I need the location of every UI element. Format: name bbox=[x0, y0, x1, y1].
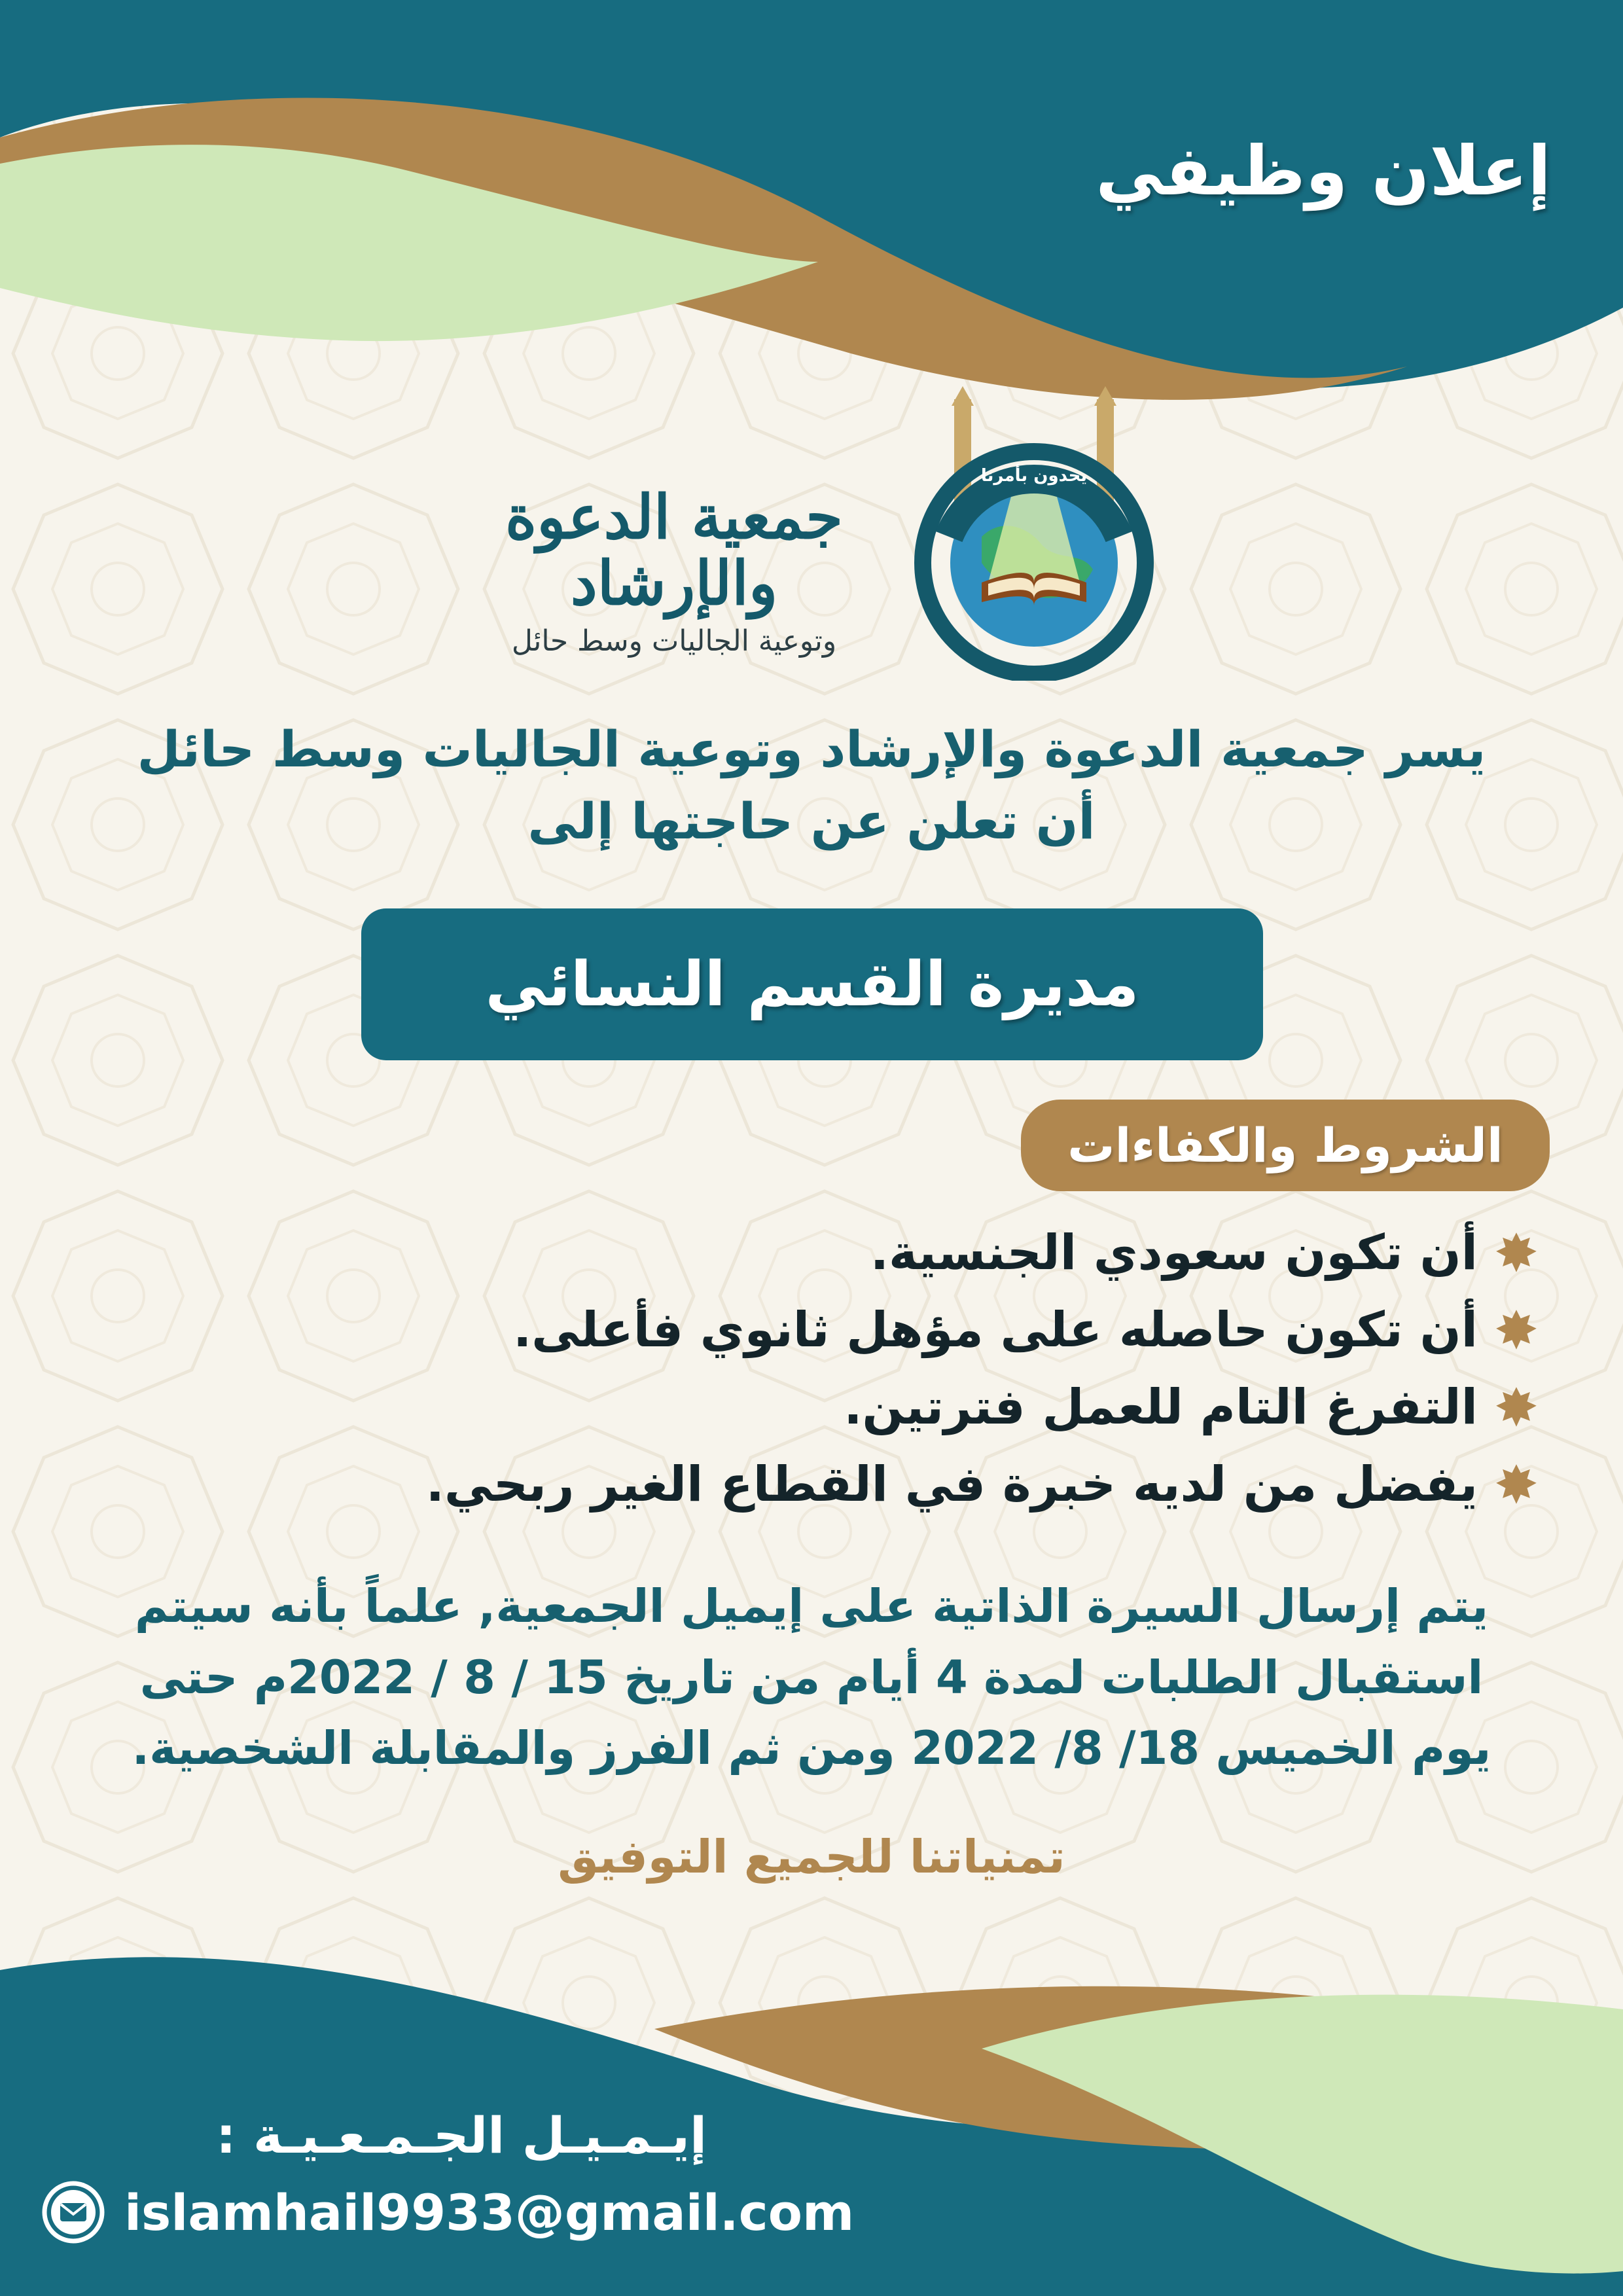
organization-subtitle: وتوعية الجاليات وسط حائل bbox=[511, 624, 837, 658]
requirements-list bbox=[229, 1214, 1538, 1523]
closing-wishes: تمنياتنا للجميع التوفيق bbox=[558, 1830, 1065, 1884]
list-item bbox=[229, 1291, 1538, 1369]
header-title: إعلان وظيفي bbox=[1096, 131, 1551, 211]
intro-line-1: يسر جمعية الدعوة والإرشاد وتوعية الجاليات وسط حائل bbox=[137, 720, 1486, 778]
organization-wordmark bbox=[452, 484, 897, 658]
star-bullet-icon bbox=[1495, 1308, 1538, 1352]
requirements-heading-badge bbox=[1021, 1100, 1550, 1191]
organization-name: جمعية الدعوة والإرشاد bbox=[505, 482, 844, 619]
top-wave-decoration bbox=[0, 0, 1623, 471]
position-banner bbox=[361, 908, 1263, 1060]
requirement-text: يفضل من لديه خبرة في القطاع الغير ربحي. bbox=[425, 1456, 1478, 1513]
note-line-3: يوم الخميس 18/ 8/ 2022 ومن ثم الفرز والمقابلة الشخصية. bbox=[132, 1721, 1491, 1775]
star-bullet-icon bbox=[1495, 1463, 1538, 1506]
email-label: إيـمـيـل الجـمـعـيـة : bbox=[216, 2106, 707, 2164]
requirement-text: أن تكون سعودي الجنسية. bbox=[870, 1225, 1478, 1281]
list-item bbox=[229, 1214, 1538, 1291]
mosque-globe-book-emblem-icon bbox=[903, 386, 1165, 681]
email-row[interactable] bbox=[41, 2179, 854, 2245]
list-item bbox=[229, 1369, 1538, 1446]
star-bullet-icon bbox=[1495, 1231, 1538, 1274]
position-title: مديرة القسم النسائي bbox=[485, 948, 1139, 1020]
intro-line-2: أن تعلن عن حاجتها إلى bbox=[527, 792, 1096, 851]
note-line-1: يتم إرسال السيرة الذاتية على إيميل الجمعية, علماً بأنه سيتم bbox=[134, 1579, 1489, 1633]
requirements-heading: الشروط والكفاءات bbox=[1067, 1118, 1503, 1173]
requirement-text: أن تكون حاصله على مؤهل ثانوي فأعلى. bbox=[513, 1302, 1478, 1358]
note-line-2: استقبال الطلبات لمدة 4 أيام من تاريخ 15 / 8 / 2022م حتى bbox=[139, 1650, 1484, 1704]
intro-text bbox=[65, 713, 1558, 857]
application-note bbox=[59, 1571, 1564, 1784]
list-item bbox=[229, 1446, 1538, 1523]
requirement-text: التفرغ التام للعمل فترتين. bbox=[844, 1379, 1478, 1435]
emblem-ring-text: يحدون بأمرنا bbox=[980, 466, 1088, 486]
email-address[interactable]: islamhail9933@gmail.com bbox=[124, 2183, 855, 2242]
envelope-icon bbox=[41, 2179, 106, 2245]
star-bullet-icon bbox=[1495, 1386, 1538, 1429]
